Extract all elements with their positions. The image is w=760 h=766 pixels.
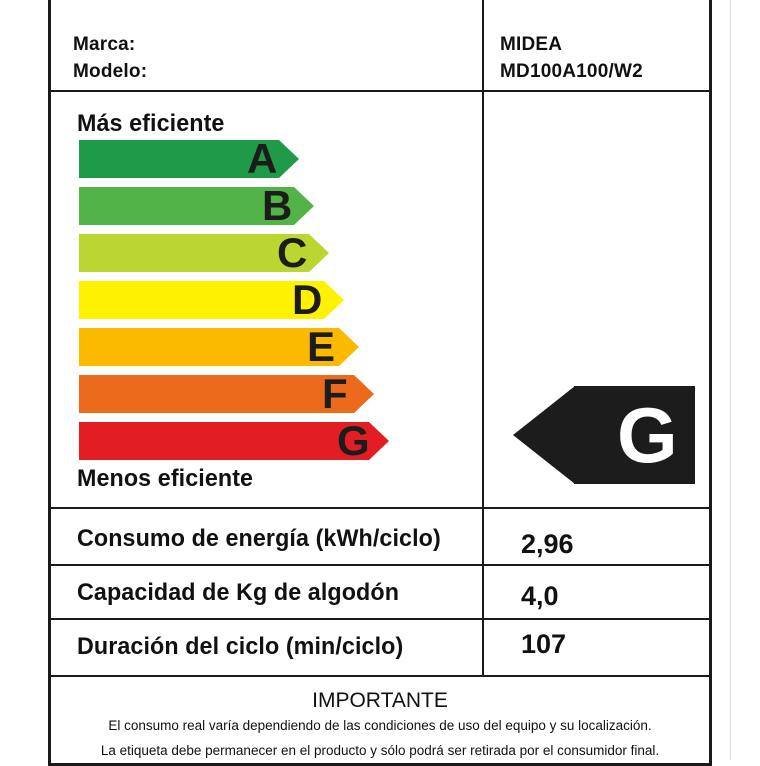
- header-divider: [51, 90, 709, 92]
- column-divider: [482, 0, 484, 677]
- efficiency-bar-g: [79, 417, 389, 464]
- efficiency-bar-fill: [79, 234, 309, 272]
- efficiency-bar-tip: [369, 422, 389, 460]
- cotton-capacity-label: Capacidad de Kg de algodón: [77, 579, 400, 606]
- efficiency-letter-g: G: [337, 417, 370, 464]
- model-value: MD100A100/W2: [500, 61, 643, 82]
- efficiency-bar-tip: [309, 234, 329, 272]
- cotton-capacity-value: 4,0: [521, 581, 559, 611]
- scale-divider: [51, 507, 709, 509]
- efficiency-letter-a: A: [247, 135, 278, 182]
- efficiency-bar-tip: [279, 140, 299, 178]
- brand-value: MIDEA: [500, 34, 563, 55]
- efficiency-bar-b: [79, 182, 314, 229]
- rating-arrow: [513, 386, 695, 484]
- efficiency-bar-fill: [79, 328, 339, 366]
- most-efficient-label: Más eficiente: [77, 110, 225, 137]
- efficiency-letter-c: C: [277, 229, 308, 276]
- page-edge: [730, 0, 731, 760]
- efficiency-letter-b: B: [262, 182, 293, 229]
- efficiency-bar-c: [79, 229, 329, 276]
- efficiency-bar-fill: [79, 281, 324, 319]
- notice-line-1: El consumo real varía dependiendo de las condiciones de uso del equipo y su localización.: [108, 718, 652, 733]
- model-label: Modelo:: [73, 61, 148, 82]
- efficiency-letter-e: E: [307, 323, 336, 370]
- row-divider: [51, 618, 709, 620]
- efficiency-letter-d: D: [292, 276, 323, 323]
- cycle-duration-label: Duración del ciclo (min/ciclo): [77, 633, 404, 660]
- notice-title: IMPORTANTE: [312, 689, 448, 712]
- efficiency-bar-tip: [324, 281, 344, 319]
- efficiency-bar-tip: [294, 187, 314, 225]
- efficiency-bar-e: [79, 323, 359, 370]
- row-divider: [51, 564, 709, 566]
- efficiency-bar-tip: [339, 328, 359, 366]
- least-efficient-label: Menos eficiente: [77, 465, 254, 492]
- rating-arrow-tip: [513, 386, 575, 484]
- efficiency-bar-tip: [354, 375, 374, 413]
- cycle-duration-value: 107: [521, 629, 567, 659]
- energy-label: [48, 0, 712, 766]
- energy-consumption-value: 2,96: [521, 529, 574, 559]
- rating-letter: G: [617, 391, 678, 479]
- efficiency-bar-a: [79, 135, 299, 182]
- notice-line-2: La etiqueta debe permanecer en el producto y sólo podrá ser retirada por el consumidor final.: [100, 743, 660, 758]
- efficiency-letter-f: F: [322, 370, 348, 417]
- notice-divider: [51, 675, 709, 677]
- energy-consumption-label: Consumo de energía (kWh/ciclo): [77, 525, 441, 552]
- efficiency-bar-fill: [79, 375, 354, 413]
- efficiency-bar-d: [79, 276, 344, 323]
- efficiency-bar-fill: [79, 422, 369, 460]
- brand-label: Marca:: [73, 34, 136, 55]
- efficiency-bar-f: [79, 370, 374, 417]
